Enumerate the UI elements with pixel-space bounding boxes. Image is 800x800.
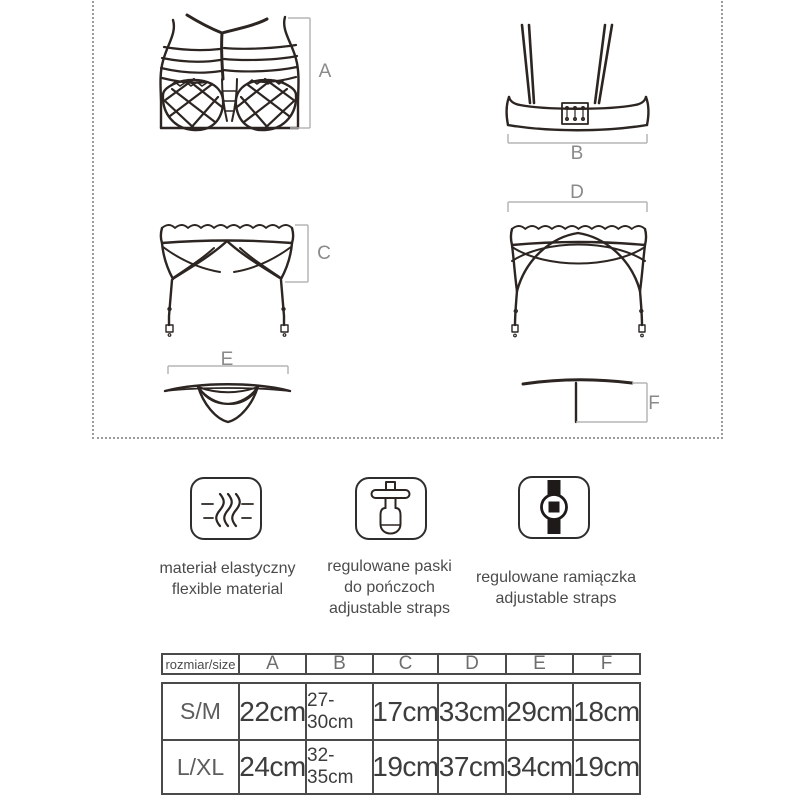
- table-cell: 29cm: [505, 684, 572, 739]
- table-cell: 34cm: [505, 739, 572, 793]
- table-cell: 18cm: [572, 684, 639, 739]
- measure-label-a: A: [318, 61, 332, 82]
- strap-height-drawing: [523, 380, 632, 422]
- strap-adjuster-icon: [518, 476, 590, 539]
- table-cell: 32-35cm: [305, 739, 372, 793]
- garter-front-diagram: [150, 213, 330, 345]
- measure-label-d: D: [570, 182, 584, 203]
- table-cell: 27-30cm: [305, 684, 372, 739]
- garter-back-drawing: [511, 226, 646, 337]
- thong-drawing: [165, 384, 290, 422]
- column-header-d: D: [437, 655, 505, 673]
- table-cell: 19cm: [372, 739, 437, 793]
- elastic-material-caption: [140, 558, 315, 600]
- table-cell: 33cm: [437, 684, 505, 739]
- bra-back-diagram: [500, 13, 655, 148]
- column-header-c: C: [372, 655, 437, 673]
- size-table-corner-label: rozmiar/size: [165, 656, 236, 672]
- table-cell: 19cm: [572, 739, 639, 793]
- caption-line: do pończoch: [344, 579, 435, 596]
- measure-label-c: C: [317, 243, 331, 264]
- bra-back-drawing: [507, 25, 649, 130]
- measure-label-f: F: [648, 393, 660, 414]
- measure-label-b: B: [570, 143, 584, 164]
- measure-bracket-f: [576, 383, 647, 422]
- size-table-body: [161, 682, 641, 795]
- column-header-b: B: [305, 655, 372, 673]
- measure-label-e: E: [220, 349, 234, 370]
- adjustable-straps-caption: [456, 567, 656, 609]
- measure-bracket-b: [508, 134, 647, 143]
- elastic-material-icon: [190, 477, 262, 540]
- table-cell: 24cm: [238, 739, 305, 793]
- caption-line: materiał elastyczny: [159, 560, 296, 577]
- bra-front-diagram: [150, 3, 330, 141]
- garter-front-drawing: [161, 225, 293, 336]
- column-header-e: E: [505, 655, 572, 673]
- column-header-f: F: [572, 655, 639, 673]
- column-header-a: A: [238, 655, 305, 673]
- row-label-sm: S/M: [180, 698, 221, 724]
- measure-bracket-c: [285, 225, 308, 282]
- table-cell: 37cm: [437, 739, 505, 793]
- table-cell: 17cm: [372, 684, 437, 739]
- table-cell: 22cm: [238, 684, 305, 739]
- row-label-lxl: L/XL: [163, 739, 238, 793]
- caption-line: adjustable straps: [495, 590, 617, 607]
- caption-line: adjustable straps: [329, 600, 450, 617]
- garter-straps-caption: [302, 556, 477, 619]
- bra-front-drawing: [161, 15, 299, 130]
- garter-back-diagram: [496, 183, 671, 348]
- garter-clip-icon: [355, 477, 427, 540]
- caption-line: regulowane ramiączka: [475, 569, 637, 586]
- caption-line: regulowane paski: [327, 558, 452, 575]
- caption-line: flexible material: [171, 581, 284, 598]
- size-table-header: [161, 653, 641, 675]
